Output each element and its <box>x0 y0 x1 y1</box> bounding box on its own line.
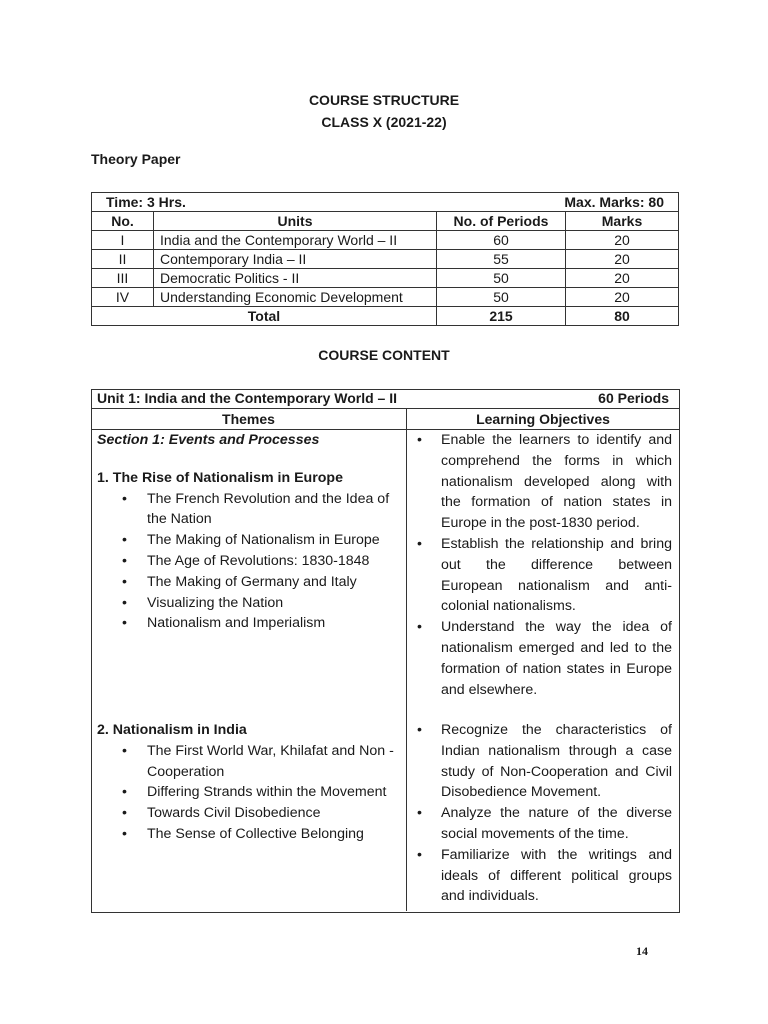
objectives-column-2 <box>414 720 672 907</box>
header-units: Units <box>154 212 437 231</box>
list-item: • The Sense of Collective Belonging <box>97 824 403 845</box>
list-item: • The Age of Revolutions: 1830-1848 <box>97 551 403 572</box>
cell-unit: Contemporary India – II <box>154 250 437 269</box>
cell-periods: 50 <box>437 288 566 307</box>
cell-marks: 20 <box>566 250 679 269</box>
cell-unit: India and the Contemporary World – II <box>154 231 437 250</box>
cell-marks: 20 <box>566 288 679 307</box>
table-row <box>92 269 679 288</box>
cell-no: III <box>92 269 154 288</box>
list-item: • Nationalism and Imperialism <box>97 613 403 634</box>
list-item: • Enable the learners to identify and comprehend the forms in which nationalism developed along with the formation of nation states in Europe in the post-1830 period. <box>414 430 672 534</box>
themes-column-1 <box>97 430 407 634</box>
header-marks: Marks <box>566 212 679 231</box>
table-info-row <box>92 193 679 212</box>
cell-no: I <box>92 231 154 250</box>
total-periods: 215 <box>437 307 566 326</box>
header-periods: No. of Periods <box>437 212 566 231</box>
list-item: • Towards Civil Disobedience <box>97 803 403 824</box>
themes-column-2 <box>97 720 407 845</box>
theory-paper-label: Theory Paper <box>91 151 181 167</box>
cell-no: II <box>92 250 154 269</box>
cell-marks: 20 <box>566 269 679 288</box>
list-item: • The French Revolution and the Idea of the Nation <box>97 489 403 531</box>
section-title: Section 1: Events and Processes <box>97 432 320 448</box>
list-item: • Familiarize with the writings and ideals of different political groups and individuals. <box>414 845 672 907</box>
table-total-row <box>92 307 679 326</box>
list-item: • Differing Strands within the Movement <box>97 782 403 803</box>
course-content-heading: COURSE CONTENT <box>318 347 450 363</box>
list-item: • Understand the way the idea of nationalism emerged and led to the formation of nation states in Europe and elsewhere. <box>414 617 672 700</box>
list-item: • The First World War, Khilafat and Non - Cooperation <box>97 741 403 783</box>
cell-unit: Democratic Politics - II <box>154 269 437 288</box>
list-item: • The Making of Nationalism in Europe <box>97 530 403 551</box>
list-item: • The Making of Germany and Italy <box>97 572 403 593</box>
table-row <box>92 288 679 307</box>
header-themes: Themes <box>222 411 275 427</box>
table-header-row <box>92 212 679 231</box>
cell-unit: Understanding Economic Development <box>154 288 437 307</box>
objectives-column-1 <box>414 430 672 700</box>
page-number: 14 <box>636 944 648 958</box>
cell-periods: 55 <box>437 250 566 269</box>
table-row <box>92 250 679 269</box>
cell-periods: 60 <box>437 231 566 250</box>
list-item: • Establish the relationship and bring out the difference between European nationalism and anti-colonial nationalisms. <box>414 534 672 617</box>
list-item: • Analyze the nature of the diverse social movements of the time. <box>414 803 672 845</box>
topic-title: 2. Nationalism in India <box>97 722 247 738</box>
time-label: Time: 3 Hrs. <box>106 194 186 210</box>
total-label: Total <box>92 307 437 326</box>
list-item: • Visualizing the Nation <box>97 593 403 614</box>
cell-marks: 20 <box>566 231 679 250</box>
total-marks: 80 <box>566 307 679 326</box>
cell-periods: 50 <box>437 269 566 288</box>
unit-title: Unit 1: India and the Contemporary World – II <box>97 390 397 406</box>
table-row <box>92 231 679 250</box>
page-subtitle: CLASS X (2021-22) <box>321 114 447 130</box>
course-structure-table <box>91 192 679 326</box>
topic-title: 1. The Rise of Nationalism in Europe <box>97 469 343 486</box>
max-marks-label: Max. Marks: 80 <box>564 194 664 210</box>
cell-no: IV <box>92 288 154 307</box>
page-title: COURSE STRUCTURE <box>308 92 460 108</box>
unit-periods: 60 Periods <box>598 390 669 406</box>
list-item: • Recognize the characteristics of Indian nationalism through a case study of Non-Cooperation and Civil Disobedience Movement. <box>414 720 672 803</box>
header-learning-objectives: Learning Objectives <box>476 411 610 427</box>
header-no: No. <box>92 212 154 231</box>
